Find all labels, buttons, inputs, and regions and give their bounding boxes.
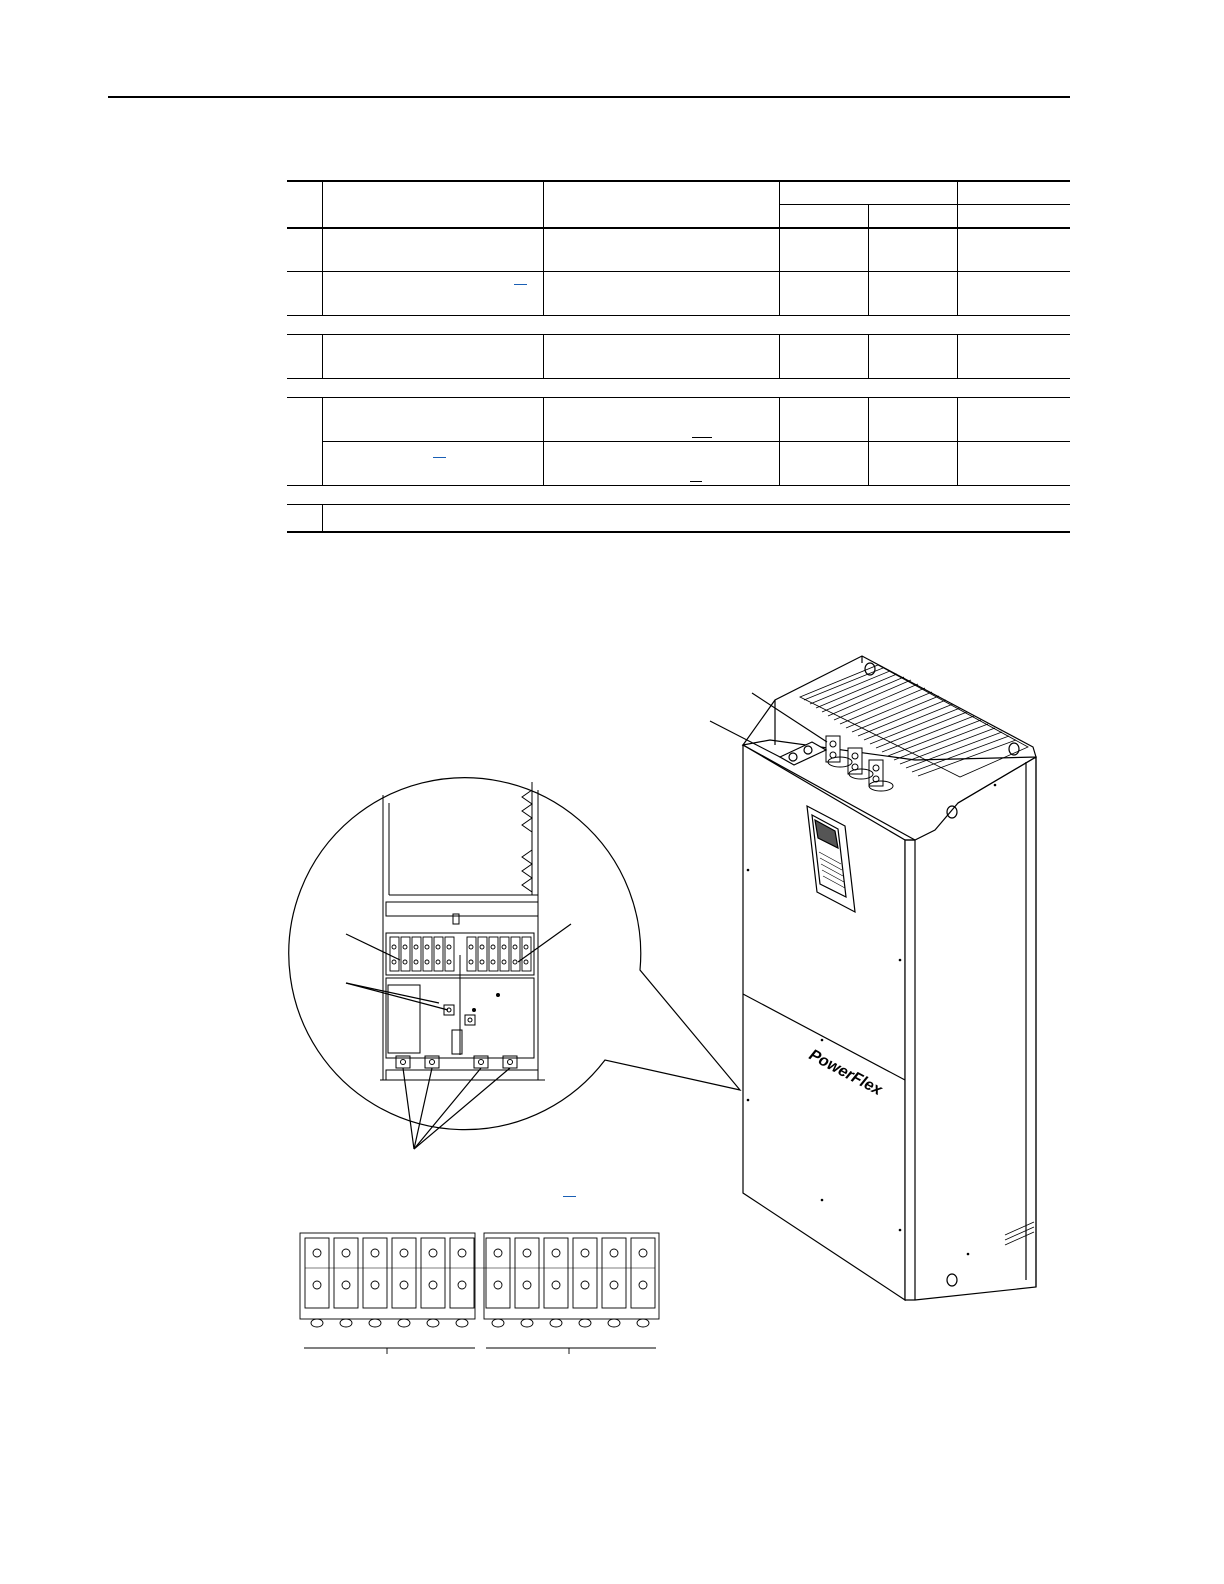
- top-ground-studs: [780, 742, 826, 765]
- brand-logo: PowerFlex: [806, 1046, 885, 1100]
- terminal-strip-detail: [300, 1233, 659, 1354]
- footnote-link[interactable]: [563, 1183, 576, 1197]
- drive-cabinet: [743, 656, 1036, 1300]
- detail-bubble: [289, 778, 740, 1149]
